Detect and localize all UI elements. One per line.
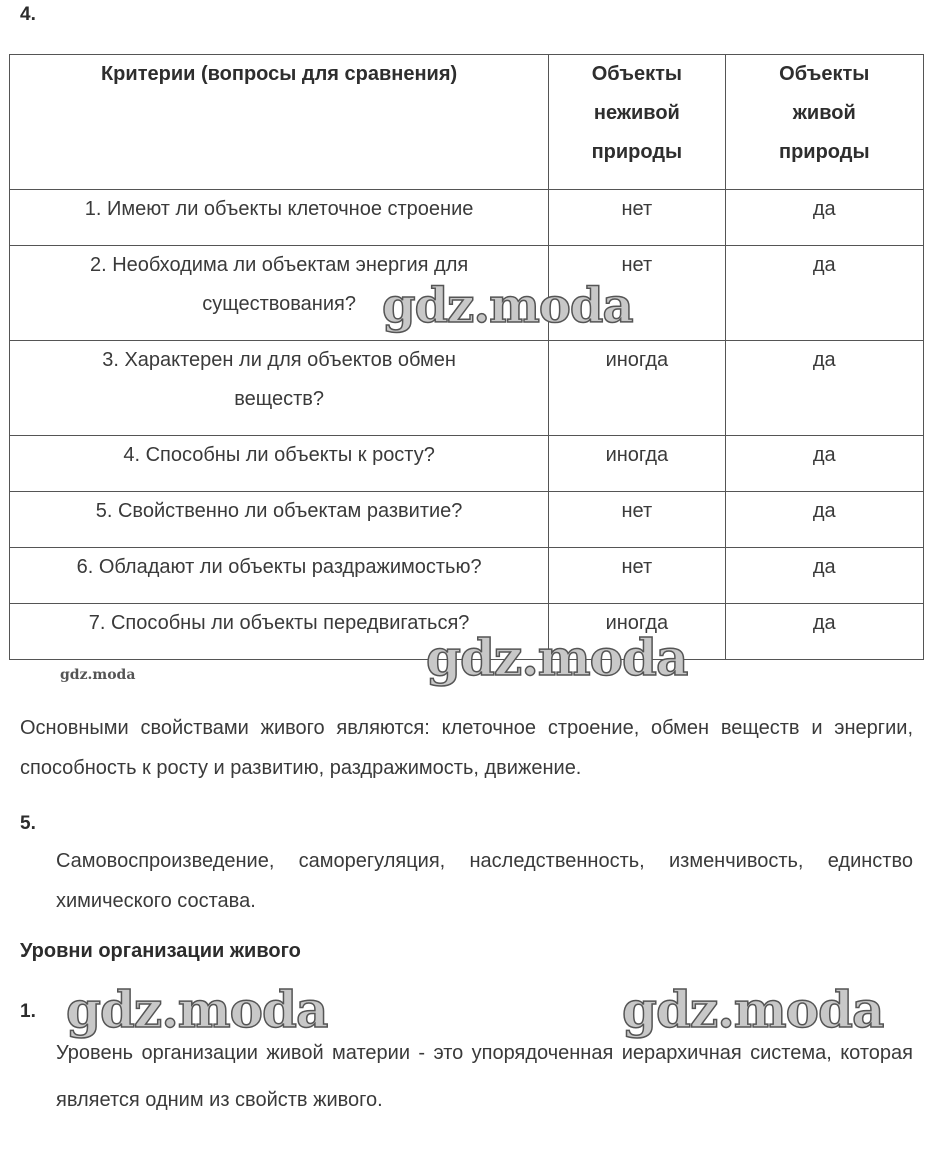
section-5-text: Самовоспроизведение, саморегуляция, наследственность, изменчивость, единство химического состава. <box>56 850 913 912</box>
section-4-conclusion: Основными свойствами живого являются: клеточное строение, обмен веществ и энергии, способность к росту и развитию, раздражимость, движение. <box>20 717 913 779</box>
question-line: 4. Способны ли объекты к росту? <box>123 444 435 466</box>
row-living-value: да <box>725 604 923 660</box>
question-line: 1. Имеют ли объекты клеточное строение <box>84 198 474 220</box>
row-nonliving-value: иногда <box>549 604 725 660</box>
header-nonliving-line: неживой <box>593 102 680 124</box>
header-nonliving-line: Объекты <box>591 63 682 85</box>
row-nonliving-value: нет <box>549 190 725 246</box>
row-question <box>10 341 549 436</box>
row-living-value: да <box>725 190 923 246</box>
row-nonliving-value: иногда <box>549 436 725 492</box>
row-living-value: да <box>725 341 923 436</box>
watermark: gdz.moda <box>382 278 633 334</box>
row-nonliving-value: иногда <box>549 341 725 436</box>
table-row <box>10 548 924 604</box>
section-4-number: 4. <box>20 4 36 25</box>
row-nonliving-value: нет <box>549 548 725 604</box>
criteria-table <box>9 54 924 660</box>
row-living-value: да <box>725 492 923 548</box>
header-living-line: природы <box>779 141 870 163</box>
row-question <box>10 492 549 548</box>
row-nonliving-value: нет <box>549 246 725 341</box>
levels-heading: Уровни организации живого <box>20 940 301 962</box>
row-nonliving-value: нет <box>549 492 725 548</box>
watermark: gdz.moda <box>66 980 328 1039</box>
table-row <box>10 492 924 548</box>
header-living <box>725 55 923 190</box>
question-line: 6. Обладают ли объекты раздражимостью? <box>76 556 482 578</box>
question-line: 5. Свойственно ли объектам развитие? <box>95 500 463 522</box>
section-5-number: 5. <box>20 813 36 834</box>
table-row <box>10 190 924 246</box>
table-header-row <box>10 55 924 190</box>
row-question <box>10 190 549 246</box>
levels-item-1-number: 1. <box>20 1001 36 1022</box>
row-living-value: да <box>725 436 923 492</box>
question-line: 7. Способны ли объекты передвигаться? <box>88 612 470 634</box>
row-living-value: да <box>725 246 923 341</box>
question-line: 3. Характерен ли для объектов обмен <box>102 349 456 371</box>
watermark: gdz.moda <box>426 628 688 687</box>
row-living-value: да <box>725 548 923 604</box>
header-nonliving-line: природы <box>591 141 683 163</box>
header-nonliving <box>549 55 725 190</box>
header-living-line: Объекты <box>779 63 870 85</box>
question-line: веществ? <box>234 388 324 410</box>
question-line: 2. Необходима ли объектам энергия для <box>89 254 469 276</box>
header-living-line: живой <box>792 102 856 124</box>
question-line: существования? <box>202 293 356 315</box>
header-criteria: Критерии (вопросы для сравнения) <box>10 55 549 190</box>
row-question <box>10 436 549 492</box>
watermark-small: gdz.moda <box>60 667 136 683</box>
table-row <box>10 436 924 492</box>
watermark: gdz.moda <box>622 980 884 1039</box>
row-question <box>10 548 549 604</box>
levels-item-1-text: Уровень организации живой материи - это упорядоченная иерархичная система, которая является одним из свойств живого. <box>56 1042 913 1111</box>
table-row <box>10 341 924 436</box>
